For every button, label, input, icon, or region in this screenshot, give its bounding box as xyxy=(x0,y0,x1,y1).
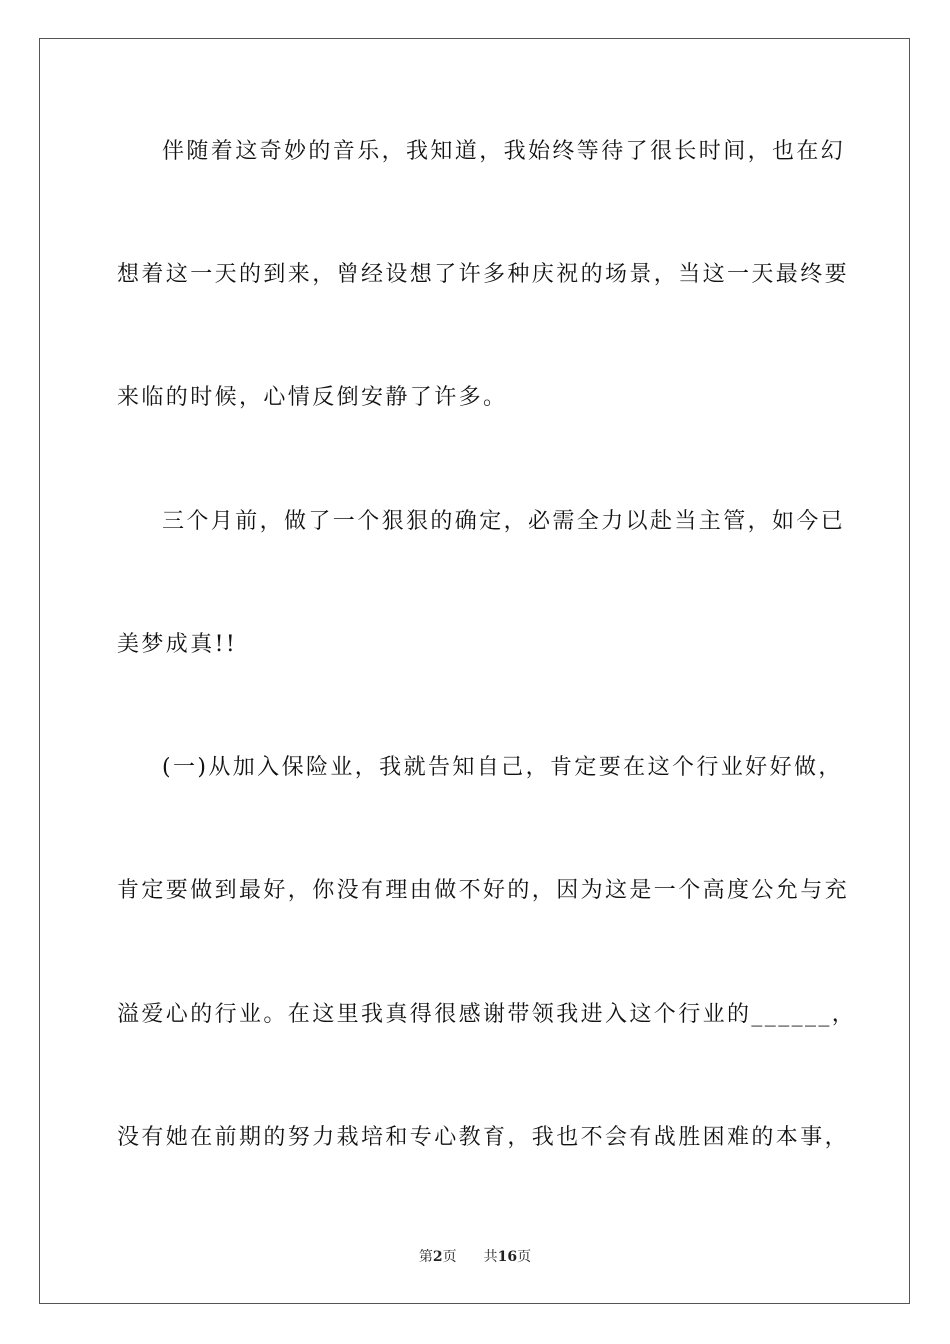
paragraph-2-line-2: 美梦成真!! xyxy=(117,632,238,657)
page-footer xyxy=(0,1247,950,1267)
paragraph-3-line-1: (一)从加入保险业，我就告知自己，肯定要在这个行业好好做， xyxy=(162,755,843,780)
paragraph-3-line-4: 没有她在前期的努力栽培和专心教育，我也不会有战胜困难的本事， xyxy=(117,1125,850,1150)
footer-page-prefix: 第 xyxy=(418,1249,433,1265)
paragraph-2-line-1: 三个月前，做了一个狠狠的确定，必需全力以赴当主管，如今已 xyxy=(162,509,846,534)
footer-total-suffix: 页 xyxy=(517,1249,532,1265)
page-border xyxy=(39,38,910,1304)
paragraph-3-line-2: 肯定要做到最好，你没有理由做不好的，因为这是一个高度公允与充 xyxy=(117,878,850,903)
paragraph-1-line-1: 伴随着这奇妙的音乐，我知道，我始终等待了很长时间，也在幻 xyxy=(162,139,846,164)
footer-total-pages: 16 xyxy=(497,1249,518,1265)
footer-page-number: 2 xyxy=(432,1249,443,1265)
paragraph-3-line-3: 溢爱心的行业。在这里我真得很感谢带领我进入这个行业的______， xyxy=(117,1002,857,1027)
footer-page-suffix: 页 xyxy=(442,1249,457,1265)
footer-total-prefix: 共 xyxy=(483,1249,498,1265)
paragraph-1-line-3: 来临的时候，心情反倒安静了许多。 xyxy=(117,385,508,410)
paragraph-1-line-2: 想着这一天的到来，曾经设想了许多种庆祝的场景，当这一天最终要 xyxy=(117,262,850,287)
